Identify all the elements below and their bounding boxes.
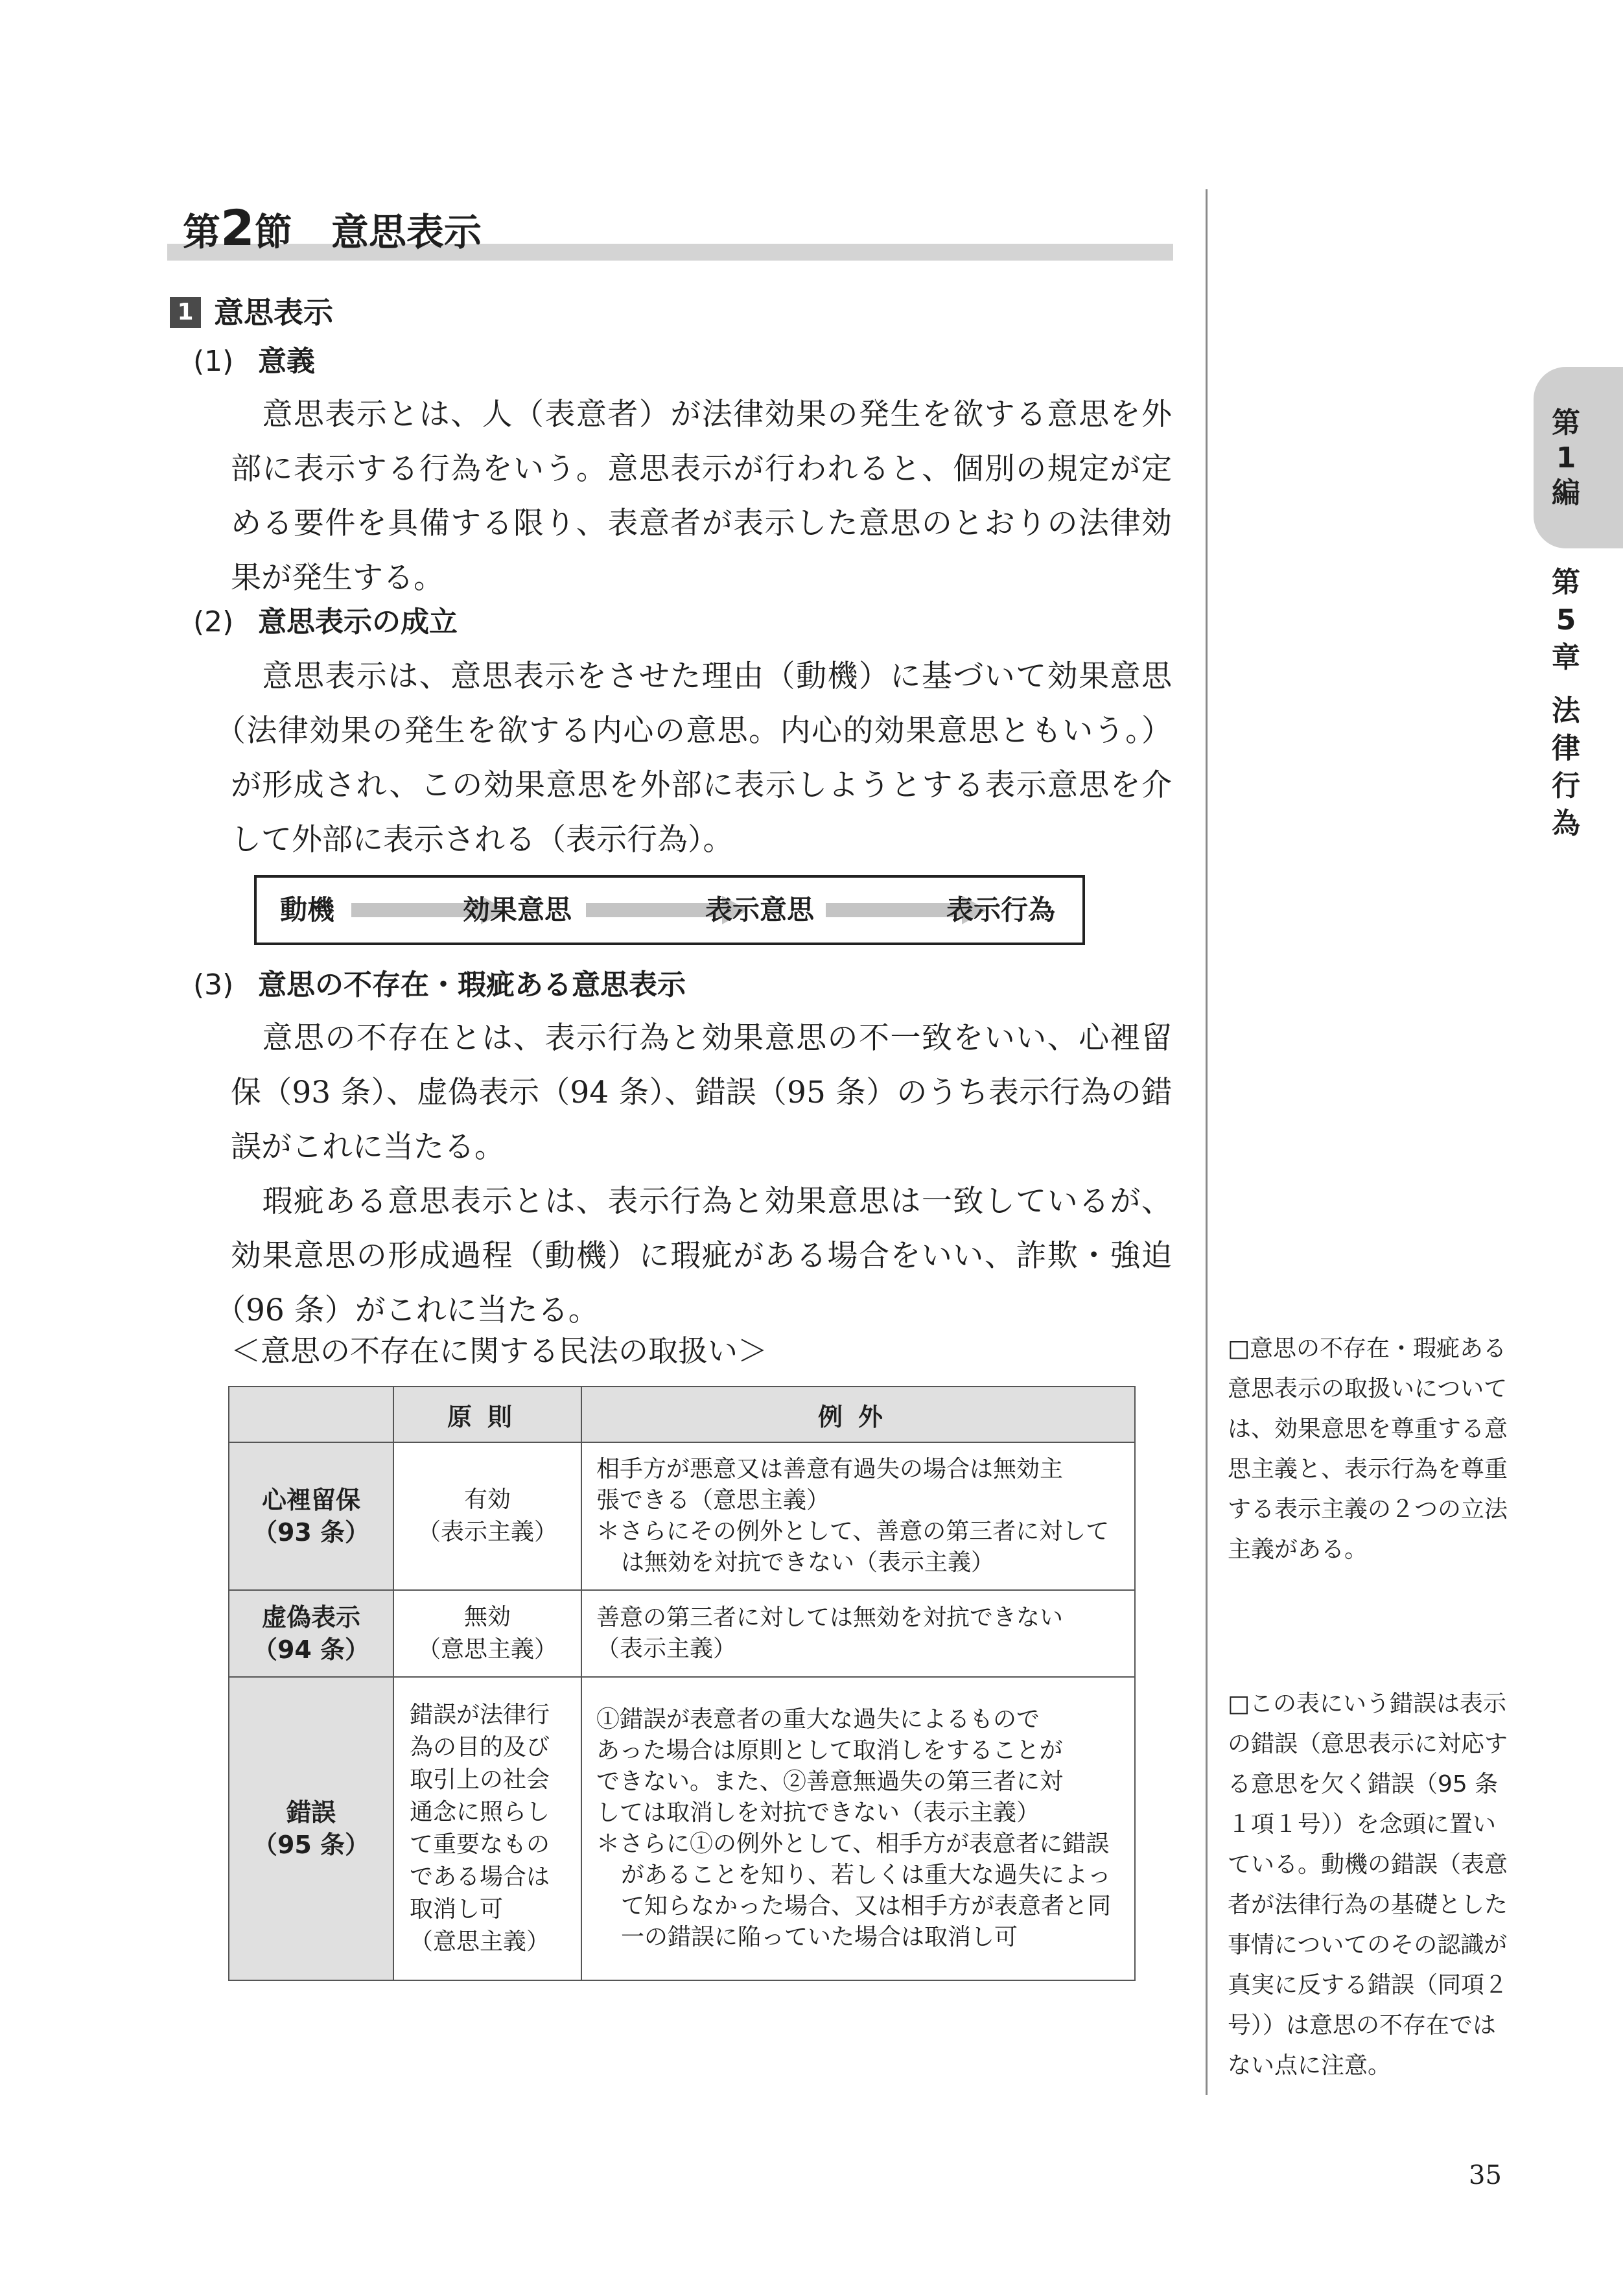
civil-code-table (228, 1386, 1136, 1981)
row-head-line: 心裡留保 (261, 1486, 360, 1514)
text-line: 誤がこれに当たる。 (231, 1129, 505, 1165)
note-line: 意思表示の取扱いについて (1228, 1376, 1508, 1402)
rule-line: （表示主義） (417, 1519, 557, 1545)
heading-title: 意思表示の成立 (258, 605, 458, 638)
note-line: ている。動機の錯誤（表意 (1228, 1851, 1508, 1878)
section-number: 2 (220, 199, 255, 257)
flow-diagram (254, 875, 1085, 945)
subsection-number-badge: 1 (170, 297, 201, 328)
exception-line: しては取消しを対抗できない（表示主義） (596, 1799, 1040, 1826)
section-header (167, 199, 1173, 261)
margin-divider-line (1206, 189, 1208, 2095)
rule-line: （意思主義） (417, 1636, 557, 1663)
rule-line: 取消し可 (410, 1896, 504, 1923)
note-line: □この表にいう錯誤は表示 (1228, 1691, 1507, 1717)
row-head-line: （94 条） (252, 1635, 370, 1664)
section-prefix: 第 (183, 210, 221, 254)
vertical-char: 法 (1552, 694, 1580, 727)
row-head-mistake (229, 1677, 393, 1980)
rule-line: （意思主義） (410, 1928, 550, 1955)
heading-defective-intent (193, 966, 686, 1005)
margin-note-intent-doctrines (1228, 1329, 1513, 1570)
heading-formation (193, 603, 458, 642)
text-line: める要件を具備する限り、表意者が表示した意思のとおりの法律効 (231, 506, 1172, 541)
row-head-mental-reservation (229, 1442, 393, 1590)
exception-line: （表示主義） (596, 1635, 737, 1662)
heading-number: (3) (193, 968, 234, 1002)
note-line: は、効果意思を尊重する意 (1228, 1416, 1508, 1442)
exception-line: 張できる（意思主義） (596, 1487, 830, 1514)
note-line: の錯誤（意思表示に対応す (1228, 1731, 1508, 1757)
rule-cell (393, 1590, 581, 1677)
text-line: 意思表示とは、人（表意者）が法律効果の発生を欲する意思を外 (231, 397, 1172, 432)
row-head-line: 虚偽表示 (261, 1603, 360, 1632)
vertical-char: 行 (1552, 769, 1580, 802)
table-caption: ＜意思の不存在に関する民法の取扱い＞ (231, 1333, 767, 1368)
note-line: １項１号））を念頭に置い (1228, 1811, 1497, 1838)
text-line: が形成され、この効果意思を外部に表示しようとする表示意思を介 (231, 767, 1172, 803)
vertical-char: 律 (1552, 732, 1580, 765)
section-title (183, 199, 482, 258)
heading-title: 意義 (258, 345, 315, 378)
thumb-index-part-tab[interactable] (1534, 367, 1623, 548)
rule-line: 有効 (463, 1486, 511, 1513)
margin-note-mistake (1228, 1684, 1513, 2086)
thumb-index-part-label (1534, 406, 1598, 511)
exception-note: ＊さらに①の例外として、相手方が表意者に錯誤があることを知り、若しくは重大な過失によって知らなかった場合、又は相手方が表意者と同一の錯誤に陥っていた場合は取消し可 (596, 1831, 1112, 1950)
note-line: 号））は意思の不存在では (1228, 2012, 1497, 2039)
note-line: 事情についてのその認識が (1228, 1932, 1508, 1958)
exception-note: ＊さらにその例外として、善意の第三者に対しては無効を対抗できない（表示主義） (596, 1518, 1110, 1576)
heading-number: (2) (193, 605, 234, 638)
rule-line: 無効 (463, 1604, 511, 1630)
note-line: 真実に反する錯誤（同項２ (1228, 1972, 1508, 1998)
rule-cell (393, 1677, 581, 1980)
rule-line: 通念に照らし (410, 1799, 550, 1825)
exception-line: できない。また、②善意無過失の第三者に対 (596, 1768, 1064, 1795)
text-line: 保（93 条）、虚偽表示（94 条）、錯誤（95 条）のうち表示行為の錯 (231, 1075, 1172, 1110)
rule-line: 錯誤が法律行 (410, 1702, 550, 1728)
page-number: 35 (1469, 2161, 1502, 2190)
text-line: （法律効果の発生を欲する内心の意思。内心的効果意思ともいう。） (215, 713, 1172, 749)
note-line: □意思の不存在・瑕疵ある (1228, 1335, 1507, 1362)
note-line: 思主義と、表示行為を尊重 (1228, 1456, 1508, 1482)
paragraph-formation (215, 650, 1172, 867)
rule-cell (393, 1442, 581, 1590)
flow-step-motive: 動機 (280, 894, 335, 926)
table-row (229, 1442, 1135, 1590)
exception-cell (581, 1442, 1135, 1590)
vertical-spacer (1534, 677, 1598, 692)
exception-cell (581, 1677, 1135, 1980)
flow-step-expression-intent: 表示意思 (705, 894, 815, 926)
table-row (229, 1590, 1135, 1677)
exception-line: あった場合は原則として取消しをすることが (596, 1737, 1063, 1764)
table-header-row (229, 1387, 1135, 1442)
note-line: る意思を欠く錯誤（95 条 (1228, 1771, 1499, 1798)
heading-meaning (193, 342, 315, 381)
heading-title: 意思の不存在・瑕疵ある意思表示 (258, 968, 686, 1002)
section-title-text: 意思表示 (331, 210, 482, 254)
text-line: 意思表示は、意思表示をさせた理由（動機）に基づいて効果意思 (231, 659, 1172, 694)
exception-line: 相手方が悪意又は善意有過失の場合は無効主 (596, 1456, 1064, 1482)
vertical-char: 章 (1552, 641, 1580, 674)
paragraph-meaning (231, 388, 1172, 605)
text-line: 瑕疵ある意思表示とは、表示行為と効果意思は一致しているが、 (231, 1184, 1172, 1219)
vertical-char: 為 (1552, 807, 1580, 840)
note-line: 者が法律行為の基礎とした (1228, 1892, 1508, 1918)
text-line: 果が発生する。 (231, 560, 444, 596)
note-line: ない点に注意。 (1228, 2052, 1392, 2079)
row-head-line: （93 条） (252, 1518, 370, 1547)
note-line: 主義がある。 (1228, 1536, 1368, 1563)
text-line: 意思の不存在とは、表示行為と効果意思の不一致をいい、心裡留 (231, 1020, 1172, 1056)
subsection-title: 意思表示 (214, 295, 333, 330)
table-row (229, 1677, 1135, 1980)
section-suffix: 節 (254, 210, 292, 254)
rule-line: 取引上の社会 (410, 1766, 550, 1793)
text-line: 部に表示する行為をいう。意思表示が行われると、個別の規定が定 (231, 451, 1172, 487)
heading-number: (1) (193, 345, 234, 378)
vertical-char: 第 (1552, 566, 1580, 599)
table-header-rule: 原則 (393, 1387, 581, 1442)
text-line: （96 条）がこれに当たる。 (215, 1293, 599, 1328)
paragraph-nonexistence (231, 1011, 1172, 1175)
table-header-blank (229, 1387, 393, 1442)
row-head-line: 錯誤 (286, 1798, 336, 1827)
exception-line: ①錯誤が表意者の重大な過失によるもので (596, 1706, 1040, 1733)
vertical-char: 1 (1556, 441, 1576, 474)
vertical-char: 5 (1556, 603, 1576, 637)
rule-line: 為の目的及び (410, 1734, 550, 1761)
paragraph-defect (215, 1175, 1172, 1338)
row-head-line: （95 条） (252, 1831, 370, 1859)
thumb-index-chapter-label (1534, 564, 1598, 843)
vertical-char: 編 (1552, 476, 1580, 510)
exception-line: 善意の第三者に対しては無効を対抗できない (596, 1604, 1064, 1631)
table-header-exception: 例外 (581, 1387, 1135, 1442)
text-line: して外部に表示される（表示行為）。 (231, 822, 734, 858)
rule-line: である場合は (410, 1864, 550, 1890)
flow-step-expression-act: 表示行為 (946, 894, 1056, 926)
flow-step-effect-intent: 効果意思 (463, 894, 572, 926)
rule-line: て重要なもの (410, 1831, 550, 1858)
row-head-false-representation (229, 1590, 393, 1677)
text-line: 効果意思の形成過程（動機）に瑕疵がある場合をいい、詐欺・強迫 (231, 1238, 1172, 1274)
exception-cell (581, 1590, 1135, 1677)
note-line: する表示主義の２つの立法 (1228, 1496, 1508, 1523)
vertical-char: 第 (1552, 406, 1580, 439)
